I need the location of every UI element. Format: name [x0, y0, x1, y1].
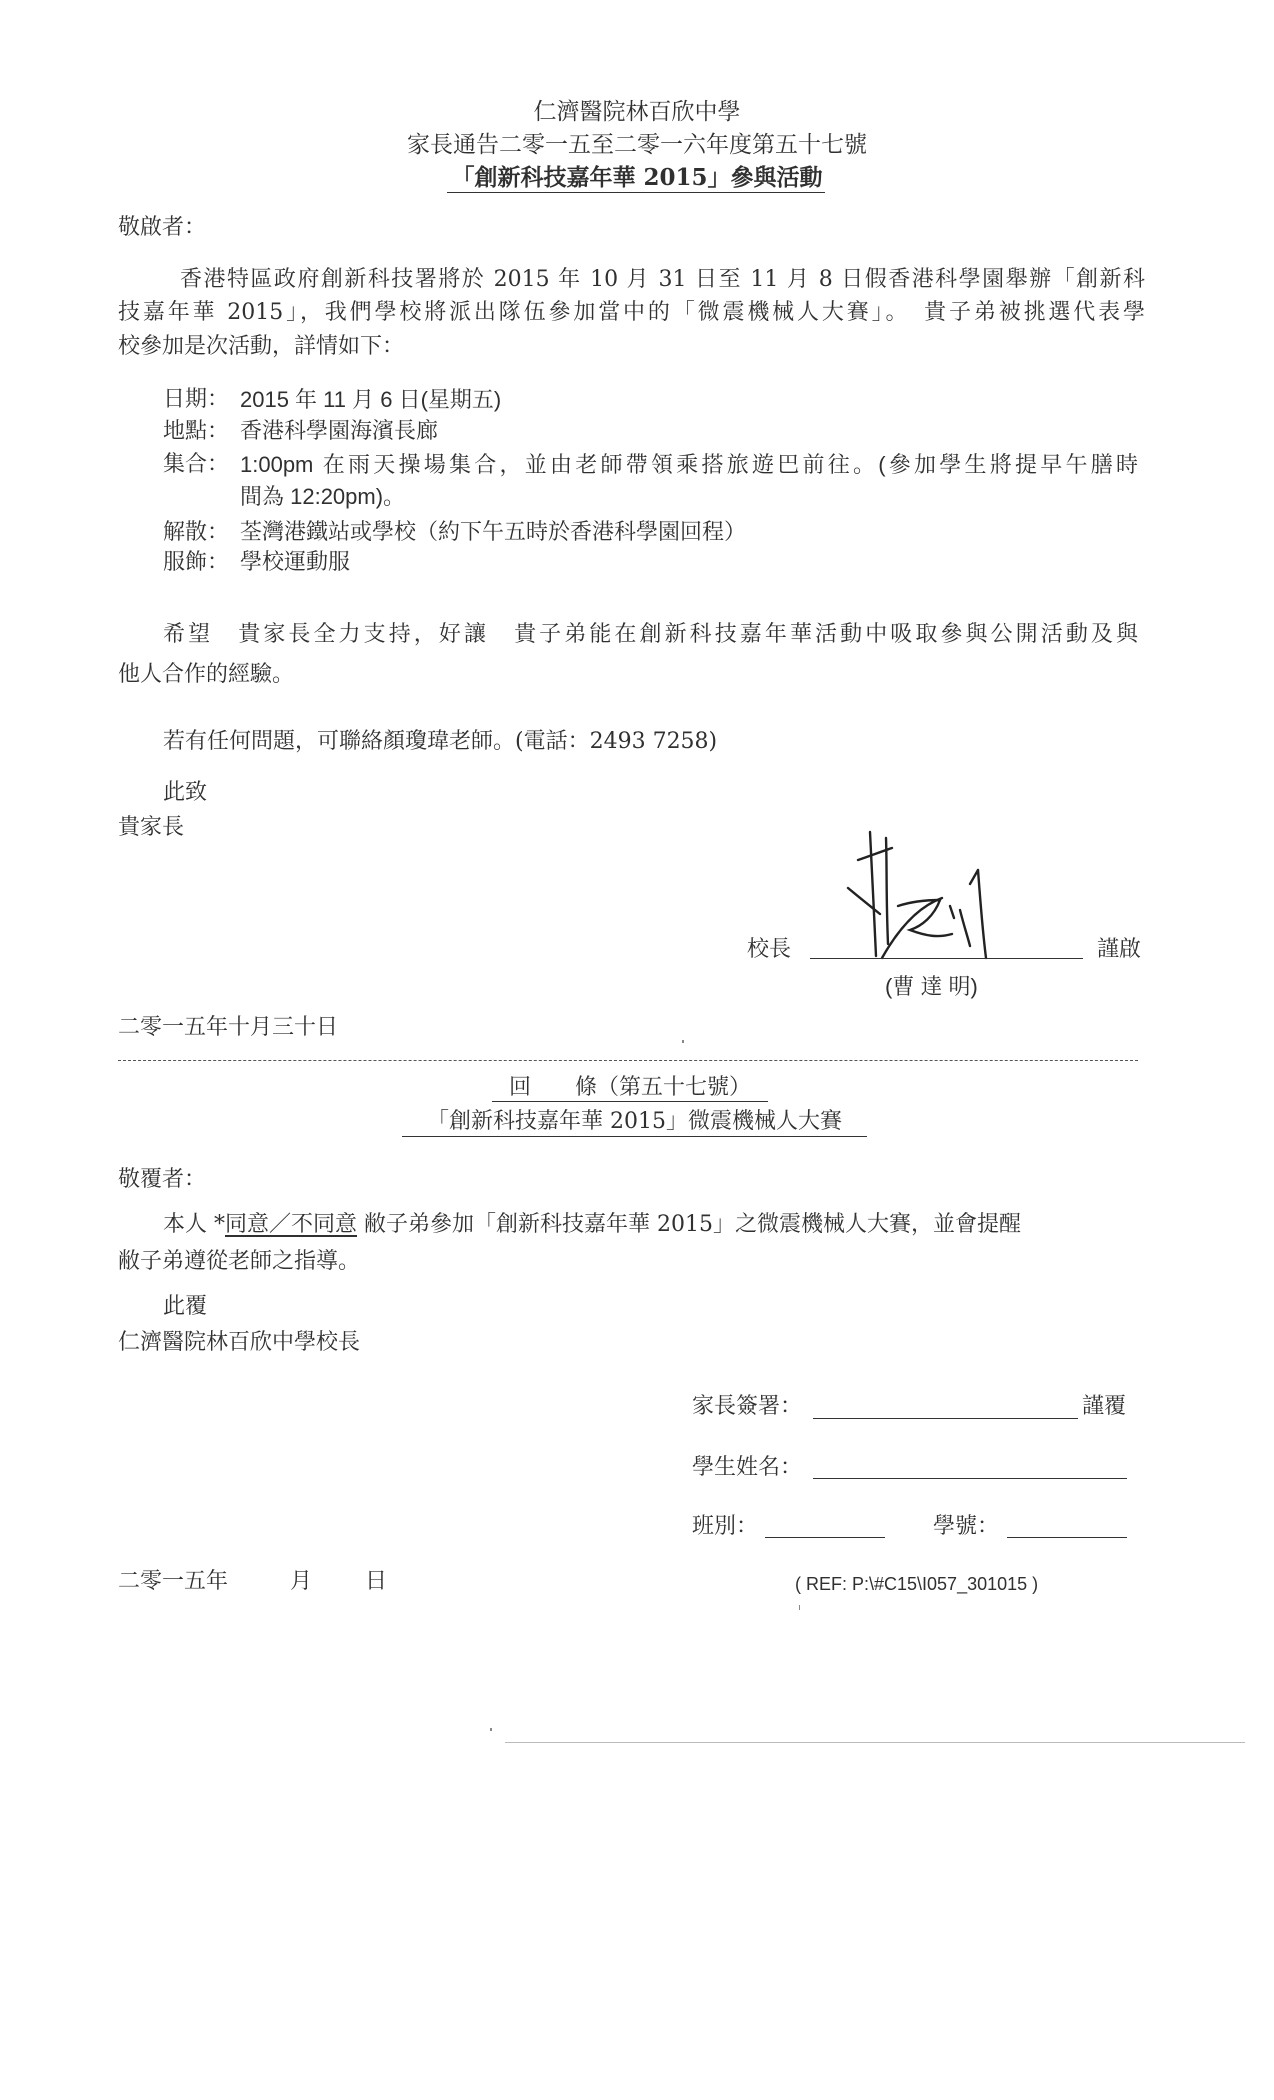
consent-options[interactable]: 同意／不同意 [225, 1212, 358, 1237]
parent-signature-label: 家長簽署： [692, 1394, 803, 1419]
student-name-field[interactable] [813, 1478, 1127, 1479]
consent-line-2: 敝子弟遵從老師之指導。 [118, 1249, 361, 1274]
student-name-label: 學生姓名： [692, 1455, 803, 1480]
consent-line-1-rest: 敝子弟參加「創新科技嘉年華 2015」之微震機械人大賽，並會提醒 [357, 1212, 1021, 1237]
contact-line: 若有任何問題，可聯絡顏瓊瑋老師。(電話：2493 7258) [163, 729, 718, 754]
reply-date-month: 月 [290, 1569, 313, 1594]
detail-value-assembly-continued: 間為 12:20pm)。 [240, 484, 406, 509]
principal-title: 校長 [747, 937, 792, 962]
scan-speck [799, 1605, 800, 1610]
notice-number: 家長通告二零一五至二零一六年度第五十七號 [407, 132, 867, 158]
parent-signature-field[interactable] [813, 1418, 1078, 1419]
detail-label-date: 日期： [163, 387, 230, 412]
signature-stroke [848, 888, 880, 914]
scan-edge-line [505, 1742, 1245, 1743]
closing: 此致 [163, 780, 208, 805]
consent-line-1 [163, 1211, 1138, 1239]
notice-title: 「創新科技嘉年華 2015」參與活動 [451, 164, 823, 191]
intro-line-2: 技嘉年華 2015」，我們學校將派出隊伍參加當中的「微震機械人大賽」。 貴子弟被挑選代表學 [118, 300, 1145, 325]
scan-speck [490, 1728, 492, 1731]
detail-value-date: 2015 年 11 月 6 日(星期五) [240, 387, 502, 412]
detail-label-attire: 服飾： [163, 550, 230, 575]
salutation: 敬啟者： [118, 215, 207, 240]
reply-date-day: 日 [365, 1569, 388, 1594]
detail-label-dismissal: 解散： [163, 520, 230, 545]
reply-slip-heading-underline [492, 1101, 768, 1102]
reply-slip-subheading: 「創新科技嘉年華 2015」微震機械人大賽 [427, 1109, 842, 1134]
hope-line-1: 希望 貴家長全力支持，好讓 貴子弟能在創新科技嘉年華活動中吸取參與公開活動及與 [163, 622, 1138, 647]
reference-code: ( REF: P:\#C15\I057_301015 ) [795, 1574, 1039, 1594]
detail-value-attire: 學校運動服 [240, 550, 351, 575]
letter-date: 二零一五年十月三十日 [118, 1015, 339, 1040]
reply-salutation: 敬覆者： [118, 1167, 207, 1192]
signature-stroke [886, 838, 888, 944]
principal-signature [830, 826, 1010, 962]
principal-name: (曹 達 明) [885, 974, 978, 999]
consent-prefix: 本人 * [163, 1212, 225, 1237]
reply-closing: 此覆 [163, 1294, 208, 1319]
addressee: 貴家長 [118, 815, 185, 840]
signature-line [810, 958, 1083, 959]
reply-slip-subheading-underline [402, 1136, 867, 1137]
intro-line-3: 校參加是次活動，詳情如下： [118, 334, 405, 359]
reply-addressee: 仁濟醫院林百欣中學校長 [118, 1330, 361, 1355]
detail-label-venue: 地點： [163, 419, 230, 444]
scan-speck [682, 1040, 684, 1043]
sign-off: 謹啟 [1097, 937, 1142, 962]
signature-stroke [960, 910, 970, 946]
hope-line-2: 他人合作的經驗。 [118, 662, 295, 687]
signature-stroke [870, 832, 876, 956]
intro-line-1: 香港特區政府創新科技署將於 2015 年 10 月 31 日至 11 月 8 日假香港科學園舉辦「創新科 [180, 267, 1145, 292]
notice-title-underline [447, 192, 825, 193]
reply-slip-heading: 回 條（第五十七號） [508, 1075, 751, 1100]
detail-value-assembly: 1:00pm 在雨天操場集合，並由老師帶領乘搭旅遊巴前往。(參加學生將提早午膳時 [240, 452, 1138, 477]
parent-signature-suffix: 謹覆 [1082, 1394, 1127, 1419]
detail-value-dismissal: 荃灣港鐵站或學校（約下午五時於香港科學園回程） [240, 520, 747, 545]
reply-date-year: 二零一五年 [118, 1569, 229, 1594]
signature-stroke [970, 870, 986, 958]
signature-stroke [950, 906, 954, 918]
class-label: 班別： [692, 1514, 759, 1539]
school-name: 仁濟醫院林百欣中學 [533, 99, 741, 125]
detail-label-assembly: 集合： [163, 452, 230, 477]
tear-off-line [118, 1060, 1138, 1061]
class-field[interactable] [765, 1537, 885, 1538]
student-number-label: 學號： [933, 1514, 1000, 1539]
detail-value-venue: 香港科學園海濱長廊 [240, 419, 439, 444]
student-number-field[interactable] [1007, 1537, 1127, 1538]
